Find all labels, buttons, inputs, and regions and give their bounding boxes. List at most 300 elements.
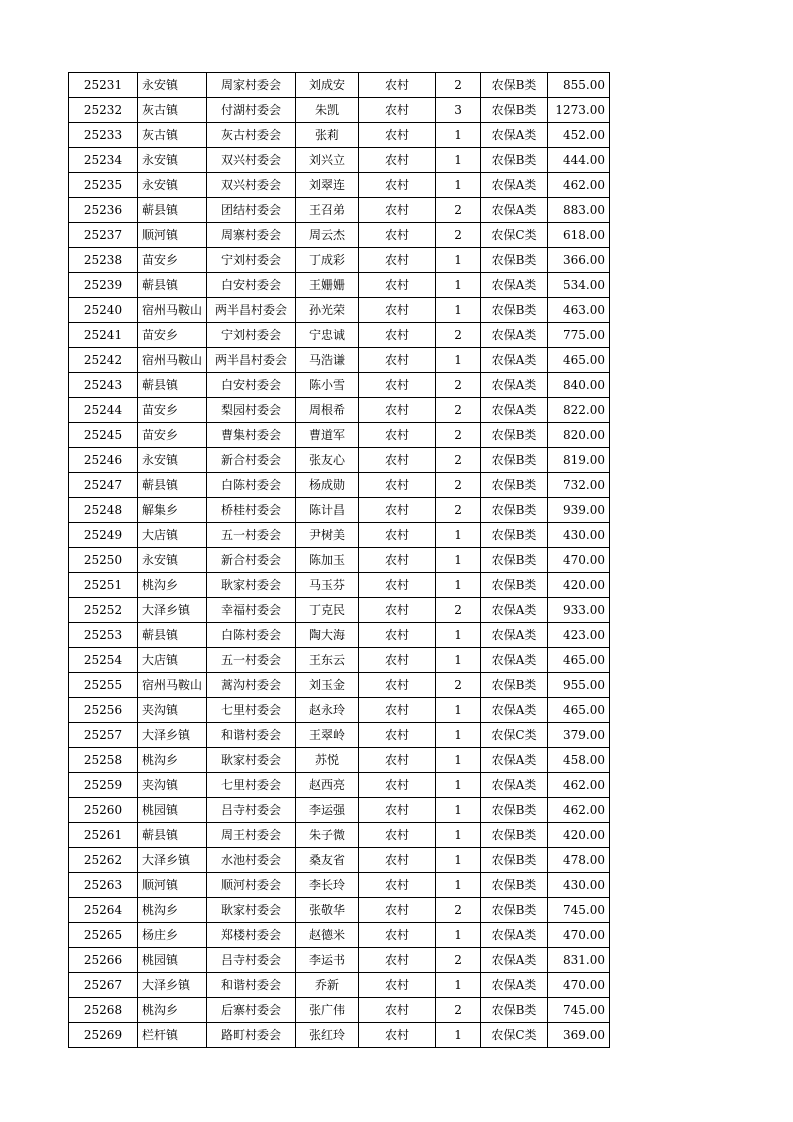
town-cell: 蕲县镇 bbox=[138, 373, 207, 398]
town-cell: 大泽乡镇 bbox=[138, 723, 207, 748]
member-count-cell: 2 bbox=[436, 673, 481, 698]
insurance-category-cell: 农保B类 bbox=[481, 473, 548, 498]
record-id-cell: 25244 bbox=[69, 398, 138, 423]
town-cell: 桃园镇 bbox=[138, 948, 207, 973]
table-row bbox=[69, 348, 610, 373]
person-name-cell: 杨成勋 bbox=[296, 473, 359, 498]
insurance-category-cell: 农保B类 bbox=[481, 423, 548, 448]
table-row bbox=[69, 873, 610, 898]
village-committee-cell: 团结村委会 bbox=[207, 198, 296, 223]
record-id-cell: 25266 bbox=[69, 948, 138, 973]
person-name-cell: 王翠岭 bbox=[296, 723, 359, 748]
record-id-cell: 25249 bbox=[69, 523, 138, 548]
village-committee-cell: 周王村委会 bbox=[207, 823, 296, 848]
person-name-cell: 陈加玉 bbox=[296, 548, 359, 573]
household-type-cell: 农村 bbox=[359, 1023, 436, 1048]
record-id-cell: 25265 bbox=[69, 923, 138, 948]
village-committee-cell: 梨园村委会 bbox=[207, 398, 296, 423]
member-count-cell: 1 bbox=[436, 723, 481, 748]
record-id-cell: 25267 bbox=[69, 973, 138, 998]
town-cell: 苗安乡 bbox=[138, 423, 207, 448]
record-id-cell: 25235 bbox=[69, 173, 138, 198]
person-name-cell: 刘玉金 bbox=[296, 673, 359, 698]
village-committee-cell: 桥桂村委会 bbox=[207, 498, 296, 523]
town-cell: 桃沟乡 bbox=[138, 573, 207, 598]
record-id-cell: 25231 bbox=[69, 73, 138, 98]
household-type-cell: 农村 bbox=[359, 598, 436, 623]
household-type-cell: 农村 bbox=[359, 473, 436, 498]
record-id-cell: 25237 bbox=[69, 223, 138, 248]
household-type-cell: 农村 bbox=[359, 223, 436, 248]
amount-cell: 465.00 bbox=[548, 698, 610, 723]
member-count-cell: 2 bbox=[436, 373, 481, 398]
insurance-category-cell: 农保A类 bbox=[481, 698, 548, 723]
person-name-cell: 刘成安 bbox=[296, 73, 359, 98]
member-count-cell: 2 bbox=[436, 898, 481, 923]
household-type-cell: 农村 bbox=[359, 923, 436, 948]
table-row bbox=[69, 948, 610, 973]
record-id-cell: 25268 bbox=[69, 998, 138, 1023]
member-count-cell: 1 bbox=[436, 148, 481, 173]
village-committee-cell: 曹集村委会 bbox=[207, 423, 296, 448]
town-cell: 夹沟镇 bbox=[138, 773, 207, 798]
member-count-cell: 1 bbox=[436, 973, 481, 998]
town-cell: 杨庄乡 bbox=[138, 923, 207, 948]
table-row bbox=[69, 198, 610, 223]
amount-cell: 933.00 bbox=[548, 598, 610, 623]
town-cell: 苗安乡 bbox=[138, 248, 207, 273]
insurance-category-cell: 农保B类 bbox=[481, 448, 548, 473]
household-type-cell: 农村 bbox=[359, 973, 436, 998]
village-committee-cell: 灰古村委会 bbox=[207, 123, 296, 148]
table-row bbox=[69, 923, 610, 948]
member-count-cell: 1 bbox=[436, 573, 481, 598]
village-committee-cell: 周寨村委会 bbox=[207, 223, 296, 248]
town-cell: 永安镇 bbox=[138, 148, 207, 173]
village-committee-cell: 和谐村委会 bbox=[207, 973, 296, 998]
village-committee-cell: 郑楼村委会 bbox=[207, 923, 296, 948]
amount-cell: 420.00 bbox=[548, 823, 610, 848]
amount-cell: 470.00 bbox=[548, 923, 610, 948]
town-cell: 顺河镇 bbox=[138, 223, 207, 248]
household-type-cell: 农村 bbox=[359, 148, 436, 173]
record-id-cell: 25263 bbox=[69, 873, 138, 898]
table-row bbox=[69, 273, 610, 298]
household-type-cell: 农村 bbox=[359, 448, 436, 473]
member-count-cell: 1 bbox=[436, 348, 481, 373]
amount-cell: 470.00 bbox=[548, 973, 610, 998]
village-committee-cell: 白安村委会 bbox=[207, 273, 296, 298]
town-cell: 大泽乡镇 bbox=[138, 598, 207, 623]
amount-cell: 732.00 bbox=[548, 473, 610, 498]
insurance-category-cell: 农保B类 bbox=[481, 798, 548, 823]
record-id-cell: 25234 bbox=[69, 148, 138, 173]
town-cell: 桃沟乡 bbox=[138, 898, 207, 923]
person-name-cell: 陈计昌 bbox=[296, 498, 359, 523]
table-row bbox=[69, 298, 610, 323]
village-committee-cell: 两半昌村委会 bbox=[207, 298, 296, 323]
household-type-cell: 农村 bbox=[359, 523, 436, 548]
table-row bbox=[69, 223, 610, 248]
person-name-cell: 李运强 bbox=[296, 798, 359, 823]
member-count-cell: 2 bbox=[436, 948, 481, 973]
insurance-category-cell: 农保C类 bbox=[481, 723, 548, 748]
member-count-cell: 1 bbox=[436, 298, 481, 323]
village-committee-cell: 耿家村委会 bbox=[207, 898, 296, 923]
person-name-cell: 朱子微 bbox=[296, 823, 359, 848]
member-count-cell: 2 bbox=[436, 323, 481, 348]
village-committee-cell: 周家村委会 bbox=[207, 73, 296, 98]
amount-cell: 423.00 bbox=[548, 623, 610, 648]
member-count-cell: 2 bbox=[436, 473, 481, 498]
table-row bbox=[69, 148, 610, 173]
village-committee-cell: 白陈村委会 bbox=[207, 473, 296, 498]
table-row bbox=[69, 123, 610, 148]
amount-cell: 831.00 bbox=[548, 948, 610, 973]
person-name-cell: 张广伟 bbox=[296, 998, 359, 1023]
insurance-category-cell: 农保B类 bbox=[481, 898, 548, 923]
town-cell: 大店镇 bbox=[138, 523, 207, 548]
town-cell: 苗安乡 bbox=[138, 323, 207, 348]
insurance-category-cell: 农保C类 bbox=[481, 223, 548, 248]
household-type-cell: 农村 bbox=[359, 823, 436, 848]
town-cell: 蕲县镇 bbox=[138, 473, 207, 498]
member-count-cell: 1 bbox=[436, 748, 481, 773]
household-type-cell: 农村 bbox=[359, 498, 436, 523]
village-committee-cell: 蒿沟村委会 bbox=[207, 673, 296, 698]
record-id-cell: 25247 bbox=[69, 473, 138, 498]
member-count-cell: 2 bbox=[436, 998, 481, 1023]
person-name-cell: 李运书 bbox=[296, 948, 359, 973]
table-row bbox=[69, 448, 610, 473]
member-count-cell: 1 bbox=[436, 823, 481, 848]
table-body bbox=[69, 73, 610, 1048]
insurance-category-cell: 农保B类 bbox=[481, 848, 548, 873]
insurance-category-cell: 农保B类 bbox=[481, 998, 548, 1023]
amount-cell: 430.00 bbox=[548, 523, 610, 548]
record-id-cell: 25260 bbox=[69, 798, 138, 823]
household-type-cell: 农村 bbox=[359, 773, 436, 798]
amount-cell: 458.00 bbox=[548, 748, 610, 773]
person-name-cell: 刘兴立 bbox=[296, 148, 359, 173]
table-row bbox=[69, 998, 610, 1023]
town-cell: 宿州马鞍山 bbox=[138, 673, 207, 698]
record-id-cell: 25262 bbox=[69, 848, 138, 873]
member-count-cell: 1 bbox=[436, 648, 481, 673]
village-committee-cell: 新合村委会 bbox=[207, 448, 296, 473]
record-id-cell: 25246 bbox=[69, 448, 138, 473]
household-type-cell: 农村 bbox=[359, 73, 436, 98]
amount-cell: 618.00 bbox=[548, 223, 610, 248]
member-count-cell: 1 bbox=[436, 523, 481, 548]
record-id-cell: 25241 bbox=[69, 323, 138, 348]
person-name-cell: 马玉芬 bbox=[296, 573, 359, 598]
record-id-cell: 25240 bbox=[69, 298, 138, 323]
person-name-cell: 张敬华 bbox=[296, 898, 359, 923]
person-name-cell: 朱凯 bbox=[296, 98, 359, 123]
village-committee-cell: 付湖村委会 bbox=[207, 98, 296, 123]
village-committee-cell: 幸福村委会 bbox=[207, 598, 296, 623]
record-id-cell: 25257 bbox=[69, 723, 138, 748]
record-id-cell: 25256 bbox=[69, 698, 138, 723]
village-committee-cell: 五一村委会 bbox=[207, 648, 296, 673]
table-row bbox=[69, 398, 610, 423]
amount-cell: 470.00 bbox=[548, 548, 610, 573]
person-name-cell: 周根希 bbox=[296, 398, 359, 423]
insurance-category-cell: 农保A类 bbox=[481, 948, 548, 973]
insurance-category-cell: 农保A类 bbox=[481, 373, 548, 398]
insurance-category-cell: 农保A类 bbox=[481, 598, 548, 623]
town-cell: 永安镇 bbox=[138, 448, 207, 473]
village-committee-cell: 宁刘村委会 bbox=[207, 248, 296, 273]
town-cell: 大泽乡镇 bbox=[138, 973, 207, 998]
amount-cell: 462.00 bbox=[548, 798, 610, 823]
record-id-cell: 25245 bbox=[69, 423, 138, 448]
village-committee-cell: 七里村委会 bbox=[207, 698, 296, 723]
table-row bbox=[69, 823, 610, 848]
table-row bbox=[69, 523, 610, 548]
table-row bbox=[69, 173, 610, 198]
household-type-cell: 农村 bbox=[359, 898, 436, 923]
household-type-cell: 农村 bbox=[359, 673, 436, 698]
insurance-category-cell: 农保B类 bbox=[481, 873, 548, 898]
amount-cell: 366.00 bbox=[548, 248, 610, 273]
table-row bbox=[69, 698, 610, 723]
member-count-cell: 1 bbox=[436, 273, 481, 298]
amount-cell: 883.00 bbox=[548, 198, 610, 223]
insurance-category-cell: 农保B类 bbox=[481, 248, 548, 273]
insurance-category-cell: 农保A类 bbox=[481, 623, 548, 648]
town-cell: 大泽乡镇 bbox=[138, 848, 207, 873]
insurance-category-cell: 农保A类 bbox=[481, 923, 548, 948]
village-committee-cell: 耿家村委会 bbox=[207, 748, 296, 773]
town-cell: 宿州马鞍山 bbox=[138, 348, 207, 373]
insurance-category-cell: 农保A类 bbox=[481, 273, 548, 298]
insurance-category-cell: 农保A类 bbox=[481, 973, 548, 998]
table-row bbox=[69, 973, 610, 998]
village-committee-cell: 两半昌村委会 bbox=[207, 348, 296, 373]
table-row bbox=[69, 248, 610, 273]
village-committee-cell: 路町村委会 bbox=[207, 1023, 296, 1048]
town-cell: 蕲县镇 bbox=[138, 273, 207, 298]
member-count-cell: 1 bbox=[436, 623, 481, 648]
record-id-cell: 25254 bbox=[69, 648, 138, 673]
member-count-cell: 1 bbox=[436, 1023, 481, 1048]
member-count-cell: 1 bbox=[436, 848, 481, 873]
town-cell: 栏杆镇 bbox=[138, 1023, 207, 1048]
insurance-category-cell: 农保B类 bbox=[481, 548, 548, 573]
village-committee-cell: 和谐村委会 bbox=[207, 723, 296, 748]
amount-cell: 444.00 bbox=[548, 148, 610, 173]
person-name-cell: 王东云 bbox=[296, 648, 359, 673]
record-id-cell: 25261 bbox=[69, 823, 138, 848]
table-row bbox=[69, 673, 610, 698]
person-name-cell: 赵德米 bbox=[296, 923, 359, 948]
village-committee-cell: 五一村委会 bbox=[207, 523, 296, 548]
town-cell: 桃沟乡 bbox=[138, 998, 207, 1023]
amount-cell: 379.00 bbox=[548, 723, 610, 748]
record-id-cell: 25250 bbox=[69, 548, 138, 573]
amount-cell: 955.00 bbox=[548, 673, 610, 698]
amount-cell: 745.00 bbox=[548, 998, 610, 1023]
amount-cell: 840.00 bbox=[548, 373, 610, 398]
amount-cell: 465.00 bbox=[548, 648, 610, 673]
insurance-category-cell: 农保B类 bbox=[481, 148, 548, 173]
person-name-cell: 陈小雪 bbox=[296, 373, 359, 398]
household-type-cell: 农村 bbox=[359, 948, 436, 973]
person-name-cell: 王召弟 bbox=[296, 198, 359, 223]
insurance-category-cell: 农保A类 bbox=[481, 173, 548, 198]
member-count-cell: 1 bbox=[436, 698, 481, 723]
household-type-cell: 农村 bbox=[359, 248, 436, 273]
household-type-cell: 农村 bbox=[359, 173, 436, 198]
village-committee-cell: 双兴村委会 bbox=[207, 173, 296, 198]
village-committee-cell: 白陈村委会 bbox=[207, 623, 296, 648]
record-id-cell: 25236 bbox=[69, 198, 138, 223]
village-committee-cell: 耿家村委会 bbox=[207, 573, 296, 598]
record-id-cell: 25252 bbox=[69, 598, 138, 623]
person-name-cell: 张友心 bbox=[296, 448, 359, 473]
person-name-cell: 宁忠诚 bbox=[296, 323, 359, 348]
town-cell: 永安镇 bbox=[138, 173, 207, 198]
member-count-cell: 1 bbox=[436, 123, 481, 148]
town-cell: 灰古镇 bbox=[138, 123, 207, 148]
person-name-cell: 张莉 bbox=[296, 123, 359, 148]
household-type-cell: 农村 bbox=[359, 298, 436, 323]
household-type-cell: 农村 bbox=[359, 998, 436, 1023]
town-cell: 顺河镇 bbox=[138, 873, 207, 898]
record-id-cell: 25243 bbox=[69, 373, 138, 398]
member-count-cell: 2 bbox=[436, 223, 481, 248]
record-id-cell: 25269 bbox=[69, 1023, 138, 1048]
insurance-category-cell: 农保A类 bbox=[481, 773, 548, 798]
insurance-category-cell: 农保B类 bbox=[481, 73, 548, 98]
table-row bbox=[69, 748, 610, 773]
table-row bbox=[69, 898, 610, 923]
town-cell: 宿州马鞍山 bbox=[138, 298, 207, 323]
table-row bbox=[69, 323, 610, 348]
household-type-cell: 农村 bbox=[359, 273, 436, 298]
member-count-cell: 2 bbox=[436, 598, 481, 623]
record-id-cell: 25239 bbox=[69, 273, 138, 298]
table-row bbox=[69, 1023, 610, 1048]
table-row bbox=[69, 98, 610, 123]
household-type-cell: 农村 bbox=[359, 698, 436, 723]
member-count-cell: 1 bbox=[436, 923, 481, 948]
town-cell: 蕲县镇 bbox=[138, 198, 207, 223]
amount-cell: 745.00 bbox=[548, 898, 610, 923]
village-committee-cell: 新合村委会 bbox=[207, 548, 296, 573]
amount-cell: 819.00 bbox=[548, 448, 610, 473]
household-type-cell: 农村 bbox=[359, 123, 436, 148]
person-name-cell: 桑友省 bbox=[296, 848, 359, 873]
household-type-cell: 农村 bbox=[359, 648, 436, 673]
household-type-cell: 农村 bbox=[359, 398, 436, 423]
village-committee-cell: 顺河村委会 bbox=[207, 873, 296, 898]
town-cell: 永安镇 bbox=[138, 73, 207, 98]
amount-cell: 939.00 bbox=[548, 498, 610, 523]
table-row bbox=[69, 623, 610, 648]
person-name-cell: 马浩谦 bbox=[296, 348, 359, 373]
data-table bbox=[68, 72, 610, 1048]
insurance-category-cell: 农保B类 bbox=[481, 673, 548, 698]
amount-cell: 822.00 bbox=[548, 398, 610, 423]
amount-cell: 462.00 bbox=[548, 173, 610, 198]
amount-cell: 775.00 bbox=[548, 323, 610, 348]
member-count-cell: 1 bbox=[436, 173, 481, 198]
village-committee-cell: 吕寺村委会 bbox=[207, 798, 296, 823]
table-row bbox=[69, 498, 610, 523]
record-id-cell: 25259 bbox=[69, 773, 138, 798]
member-count-cell: 2 bbox=[436, 448, 481, 473]
member-count-cell: 2 bbox=[436, 73, 481, 98]
amount-cell: 430.00 bbox=[548, 873, 610, 898]
member-count-cell: 1 bbox=[436, 248, 481, 273]
household-type-cell: 农村 bbox=[359, 323, 436, 348]
record-id-cell: 25258 bbox=[69, 748, 138, 773]
insurance-category-cell: 农保A类 bbox=[481, 123, 548, 148]
table-row bbox=[69, 648, 610, 673]
amount-cell: 369.00 bbox=[548, 1023, 610, 1048]
member-count-cell: 1 bbox=[436, 773, 481, 798]
person-name-cell: 周云杰 bbox=[296, 223, 359, 248]
table-row bbox=[69, 773, 610, 798]
table-row bbox=[69, 573, 610, 598]
person-name-cell: 陶大海 bbox=[296, 623, 359, 648]
person-name-cell: 刘翠连 bbox=[296, 173, 359, 198]
member-count-cell: 1 bbox=[436, 548, 481, 573]
person-name-cell: 尹树美 bbox=[296, 523, 359, 548]
table-row bbox=[69, 598, 610, 623]
record-id-cell: 25238 bbox=[69, 248, 138, 273]
record-id-cell: 25253 bbox=[69, 623, 138, 648]
insurance-category-cell: 农保B类 bbox=[481, 573, 548, 598]
insurance-category-cell: 农保B类 bbox=[481, 298, 548, 323]
town-cell: 解集乡 bbox=[138, 498, 207, 523]
member-count-cell: 2 bbox=[436, 498, 481, 523]
village-committee-cell: 吕寺村委会 bbox=[207, 948, 296, 973]
member-count-cell: 1 bbox=[436, 873, 481, 898]
person-name-cell: 王姗姗 bbox=[296, 273, 359, 298]
village-committee-cell: 后寨村委会 bbox=[207, 998, 296, 1023]
person-name-cell: 苏悦 bbox=[296, 748, 359, 773]
household-type-cell: 农村 bbox=[359, 198, 436, 223]
person-name-cell: 赵永玲 bbox=[296, 698, 359, 723]
amount-cell: 420.00 bbox=[548, 573, 610, 598]
member-count-cell: 2 bbox=[436, 398, 481, 423]
household-type-cell: 农村 bbox=[359, 573, 436, 598]
table-row bbox=[69, 473, 610, 498]
town-cell: 桃园镇 bbox=[138, 798, 207, 823]
amount-cell: 534.00 bbox=[548, 273, 610, 298]
insurance-category-cell: 农保A类 bbox=[481, 648, 548, 673]
record-id-cell: 25233 bbox=[69, 123, 138, 148]
town-cell: 夹沟镇 bbox=[138, 698, 207, 723]
person-name-cell: 乔新 bbox=[296, 973, 359, 998]
household-type-cell: 农村 bbox=[359, 798, 436, 823]
insurance-category-cell: 农保A类 bbox=[481, 348, 548, 373]
household-type-cell: 农村 bbox=[359, 423, 436, 448]
person-name-cell: 丁成彩 bbox=[296, 248, 359, 273]
insurance-category-cell: 农保A类 bbox=[481, 323, 548, 348]
village-committee-cell: 白安村委会 bbox=[207, 373, 296, 398]
record-id-cell: 25232 bbox=[69, 98, 138, 123]
table-row bbox=[69, 798, 610, 823]
member-count-cell: 2 bbox=[436, 423, 481, 448]
village-committee-cell: 宁刘村委会 bbox=[207, 323, 296, 348]
insurance-category-cell: 农保C类 bbox=[481, 1023, 548, 1048]
table-row bbox=[69, 73, 610, 98]
